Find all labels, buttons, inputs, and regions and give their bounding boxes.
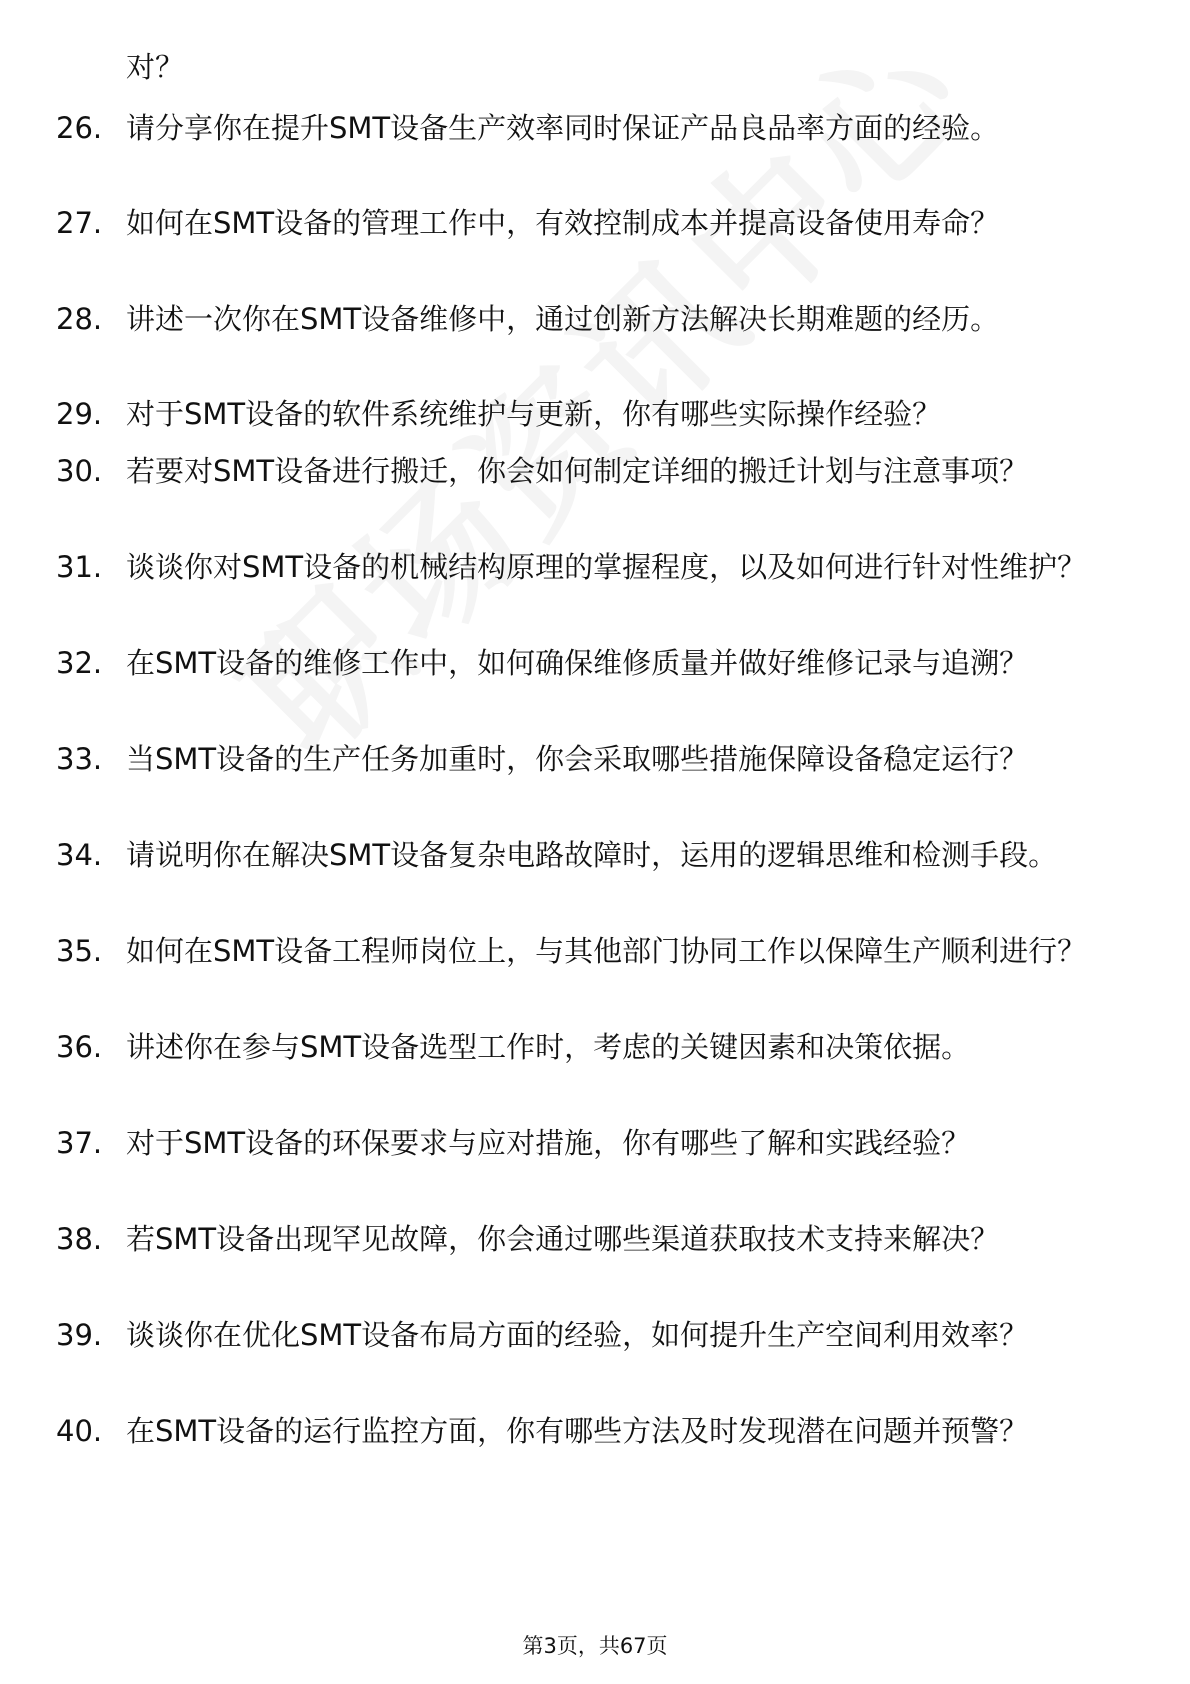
item-text: 请分享你在提升SMT设备生产效率同时保证产品良品率方面的经验。 xyxy=(126,111,1000,145)
item-number: 37. xyxy=(56,1126,103,1160)
item-text: 对于SMT设备的环保要求与应对措施，你有哪些了解和实践经验？ xyxy=(126,1126,971,1160)
item-number: 26. xyxy=(56,111,103,145)
item-number: 40. xyxy=(56,1414,103,1448)
item-number: 31. xyxy=(56,550,103,584)
item-text: 讲述你在参与SMT设备选型工作时，考虑的关键因素和决策依据。 xyxy=(126,1030,971,1064)
item-number: 36. xyxy=(56,1030,103,1064)
item-text: 在SMT设备的维修工作中，如何确保维修质量并做好维修记录与追溯？ xyxy=(126,646,1029,680)
item-text: 对？ xyxy=(126,50,185,84)
item-number: 29. xyxy=(56,397,103,431)
item-text: 在SMT设备的运行监控方面，你有哪些方法及时发现潜在问题并预警？ xyxy=(126,1414,1029,1448)
item-number: 30. xyxy=(56,454,103,488)
item-text: 讲述一次你在SMT设备维修中，通过创新方法解决长期难题的经历。 xyxy=(126,302,1000,336)
item-text: 若要对SMT设备进行搬迁，你会如何制定详细的搬迁计划与注意事项？ xyxy=(126,454,1029,488)
item-number: 34. xyxy=(56,838,103,872)
item-text: 请说明你在解决SMT设备复杂电路故障时，运用的逻辑思维和检测手段。 xyxy=(126,838,1058,872)
item-number: 38. xyxy=(56,1222,103,1256)
item-text: 当SMT设备的生产任务加重时，你会采取哪些措施保障设备稳定运行？ xyxy=(126,742,1029,776)
item-number: 39. xyxy=(56,1318,103,1352)
item-text: 对于SMT设备的软件系统维护与更新，你有哪些实际操作经验？ xyxy=(126,397,942,431)
item-number: 35. xyxy=(56,934,103,968)
item-text: 如何在SMT设备工程师岗位上，与其他部门协同工作以保障生产顺利进行？ xyxy=(126,934,1087,968)
item-text: 谈谈你对SMT设备的机械结构原理的掌握程度，以及如何进行针对性维护？ xyxy=(126,550,1087,584)
item-number: 32. xyxy=(56,646,103,680)
item-text: 如何在SMT设备的管理工作中，有效控制成本并提高设备使用寿命？ xyxy=(126,206,1000,240)
page-number-footer: 第3页，共67页 xyxy=(522,1634,668,1658)
item-number: 27. xyxy=(56,206,103,240)
item-text: 谈谈你在优化SMT设备布局方面的经验，如何提升生产空间利用效率？ xyxy=(126,1318,1029,1352)
item-text: 若SMT设备出现罕见故障，你会通过哪些渠道获取技术支持来解决？ xyxy=(126,1222,1000,1256)
item-number: 33. xyxy=(56,742,103,776)
item-number: 28. xyxy=(56,302,103,336)
